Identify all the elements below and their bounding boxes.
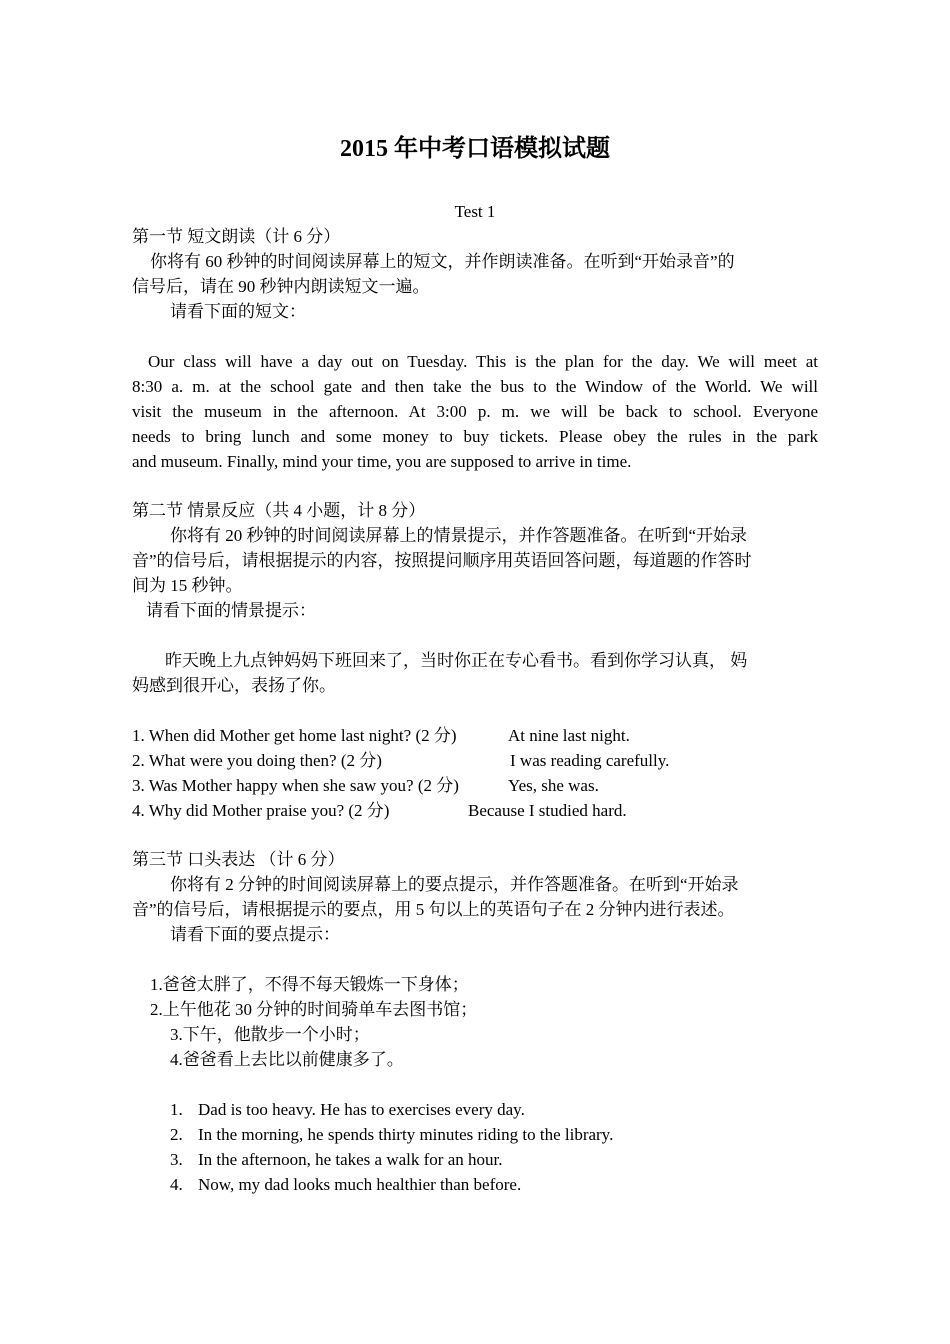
section1-prompt: 请看下面的短文： <box>170 302 306 321</box>
question-line: 4. Why did Mother praise you? (2 分) <box>132 801 390 820</box>
point-item: 3.下午，他散步一个小时； <box>170 1025 370 1044</box>
passage-line: visit the museum in the afternoon. At 3:00 p. m. we will be back to school. Everyone <box>132 402 818 421</box>
question-line: 1. When did Mother get home last night? (2 分) <box>132 726 457 745</box>
section2-instruction: 你将有 20 秒钟的时间阅读屏幕上的情景提示，并作答题准备。在听到“开始录 <box>170 526 748 545</box>
answer-number: 3. <box>170 1150 183 1169</box>
scenario-line: 昨天晚上九点钟妈妈下班回来了，当时你正在专心看书。看到你学习认真， 妈 <box>165 651 748 670</box>
answer-text: Yes, she was. <box>508 776 599 795</box>
answer-number: 1. <box>170 1100 183 1119</box>
answer-text: Because I studied hard. <box>468 801 627 820</box>
section3-prompt: 请看下面的要点提示： <box>170 925 340 944</box>
section2-prompt: 请看下面的情景提示： <box>146 601 316 620</box>
question-line: 2. What were you doing then? (2 分) <box>132 751 382 770</box>
answer-text: At nine last night. <box>508 726 630 745</box>
answer-text: I was reading carefully. <box>510 751 670 770</box>
sample-answer: Now, my dad looks much healthier than before. <box>198 1175 522 1194</box>
question-line: 3. Was Mother happy when she saw you? (2 分) <box>132 776 459 795</box>
section3-instruction: 你将有 2 分钟的时间阅读屏幕上的要点提示，并作答题准备。在听到“开始录 <box>170 875 739 894</box>
answer-number: 4. <box>170 1175 183 1194</box>
point-item: 2.上午他花 30 分钟的时间骑单车去图书馆； <box>150 1000 478 1019</box>
scenario-line: 妈感到很开心，表扬了你。 <box>132 676 336 695</box>
passage-line: 8:30 a. m. at the school gate and then take the bus to the Window of the World. We will <box>132 377 818 396</box>
section1-heading: 第一节 短文朗读（计 6 分） <box>132 227 341 246</box>
section3-heading: 第三节 口头表达 （计 6 分） <box>132 850 345 869</box>
page-title: 2015 年中考口语模拟试题 <box>340 136 610 162</box>
answer-number: 2. <box>170 1125 183 1144</box>
section1-instruction: 信号后，请在 90 秒钟内朗读短文一遍。 <box>132 277 430 296</box>
passage-line: needs to bring lunch and some money to buy tickets. Please obey the rules in the park <box>132 427 818 446</box>
section1-instruction: 你将有 60 秒钟的时间阅读屏幕上的短文，并作朗读准备。在听到“开始录音”的 <box>150 252 735 271</box>
passage-line: and museum. Finally, mind your time, you are supposed to arrive in time. <box>132 452 632 471</box>
sample-answer: Dad is too heavy. He has to exercises every day. <box>198 1100 525 1119</box>
point-item: 4.爸爸看上去比以前健康多了。 <box>170 1050 404 1069</box>
test-label: Test 1 <box>454 202 496 221</box>
section2-instruction: 音”的信号后，请根据提示的内容，按照提问顺序用英语回答问题，每道题的作答时 <box>132 551 752 570</box>
point-item: 1.爸爸太胖了，不得不每天锻炼一下身体； <box>150 975 469 994</box>
sample-answer: In the morning, he spends thirty minutes riding to the library. <box>198 1125 614 1144</box>
section2-heading: 第二节 情景反应（共 4 小题，计 8 分） <box>132 501 426 520</box>
sample-answer: In the afternoon, he takes a walk for an hour. <box>198 1150 503 1169</box>
section3-instruction: 音”的信号后，请根据提示的要点，用 5 句以上的英语句子在 2 分钟内进行表述。 <box>132 900 735 919</box>
passage-line: Our class will have a day out on Tuesday. This is the plan for the day. We will meet at <box>148 352 818 371</box>
section2-instruction: 间为 15 秒钟。 <box>132 576 243 595</box>
